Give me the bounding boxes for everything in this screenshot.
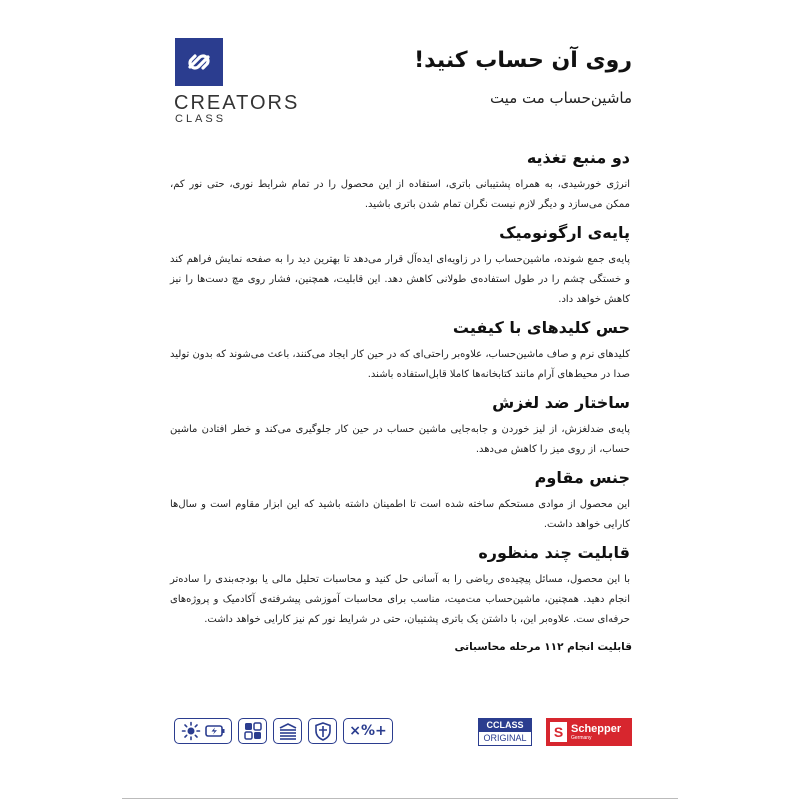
schepper-logo-icon: S (550, 722, 567, 742)
schepper-brand-badge (546, 718, 632, 746)
shield-icon (308, 718, 337, 744)
section-title: پایه‌ی ارگونومیک (499, 223, 630, 242)
brand-wordmark: CREATORS (174, 92, 300, 114)
cclass-label: CCLASS (479, 719, 531, 732)
section-durable-material (170, 466, 630, 535)
math-symbols-text: ×%+ (349, 723, 387, 739)
page-title: روی آن حساب کنید! (414, 48, 632, 73)
section-ergonomic-stand (170, 221, 630, 310)
section-title: جنس مقاوم (534, 468, 630, 487)
bottom-divider (122, 798, 678, 799)
section-anti-slip (170, 391, 630, 460)
section-multipurpose (170, 541, 630, 630)
stacked-layers-icon (273, 718, 302, 744)
schepper-name: Schepper (571, 723, 622, 735)
section-body: این محصول از موادی مستحکم ساخته شده است تا اطمینان داشته باشید که این ابزار مقاوم است و سال‌ها کارایی خواهد داشت. (170, 499, 630, 530)
feature-sections (170, 146, 630, 636)
page-subtitle: ماشین‌حساب مت میت (489, 89, 632, 107)
section-power-source (170, 146, 630, 215)
section-body: پایه‌ی ضدلغزش، از لیز خوردن و جابه‌جایی ماشین حساب در حین کار جلوگیری می‌کند و خطر افتادن ماشین حساب، از روی میز را کاهش می‌دهد. (170, 424, 630, 455)
battery-icon (205, 724, 225, 738)
section-body: با این محصول، مسائل پیچیده‌ی ریاضی را به آسانی حل کنید و محاسبات تحلیل مالی یا بودجه‌بندی را ساده‌تر انجام دهید. همچنین، ماشین‌حساب مت‌میت، مناسب برای محاسبات آموزشی پیشرفته‌ی آکادمیک و پروژه‌های حرفه‌ای ست. علاوه‌بر این، با داشتن یک باتری پشتیبان، حتی در شرایط نور کم نیز کارایی خواهد داشت. (170, 574, 630, 625)
feature-badges (174, 718, 393, 744)
section-key-quality (170, 316, 630, 385)
section-title: حس کلیدهای با کیفیت (452, 318, 630, 337)
creators-logo-mark (175, 38, 223, 86)
section-title: دو منبع تغذیه (526, 148, 630, 167)
math-symbols-icon (343, 718, 393, 744)
sun-battery-icon (174, 718, 232, 744)
keypad-icon (238, 718, 267, 744)
section-title: ساختار ضد لغزش (492, 393, 630, 412)
section-body: پایه‌ی جمع شونده، ماشین‌حساب را در زاویه‌ای ایده‌آل قرار می‌دهد تا بهترین دید را به صفحه نمایش فراهم کند و خستگی چشم را در طول استفاده‌ی طولانی کاهش دهد. این قابلیت، همچنین، فشار روی مچ دست‌ها را نیز کاهش خواهد داد. (170, 254, 630, 305)
calculation-steps-note: قابلیت انجام ۱۱۲ مرحله محاسباتی (454, 641, 632, 653)
section-body: کلیدهای نرم و صاف ماشین‌حساب، علاوه‌بر راحتی‌ای که در حین کار ایجاد می‌کنند، باعث می‌شوند که بدون تولید صدا در محیط‌های آرام مانند کتابخانه‌ها کاملا قابل‌استفاده باشند. (170, 349, 630, 380)
cclass-original-badge (478, 718, 532, 746)
schepper-country: Germany (571, 735, 592, 741)
section-title: قابلیت چند منظوره (478, 543, 630, 562)
infinity-link-icon (182, 45, 216, 79)
sun-icon (181, 721, 201, 741)
original-label: ORIGINAL (483, 733, 527, 743)
section-body: انرژی خورشیدی، به همراه پشتیبانی باتری، استفاده از این محصول را در تمام شرایط نوری، حتی نور کم، ممکن می‌سازد و دیگر لازم نیست نگران تمام شدن باتری باشید. (170, 179, 630, 210)
brand-subtitle: CLASS (175, 113, 227, 125)
